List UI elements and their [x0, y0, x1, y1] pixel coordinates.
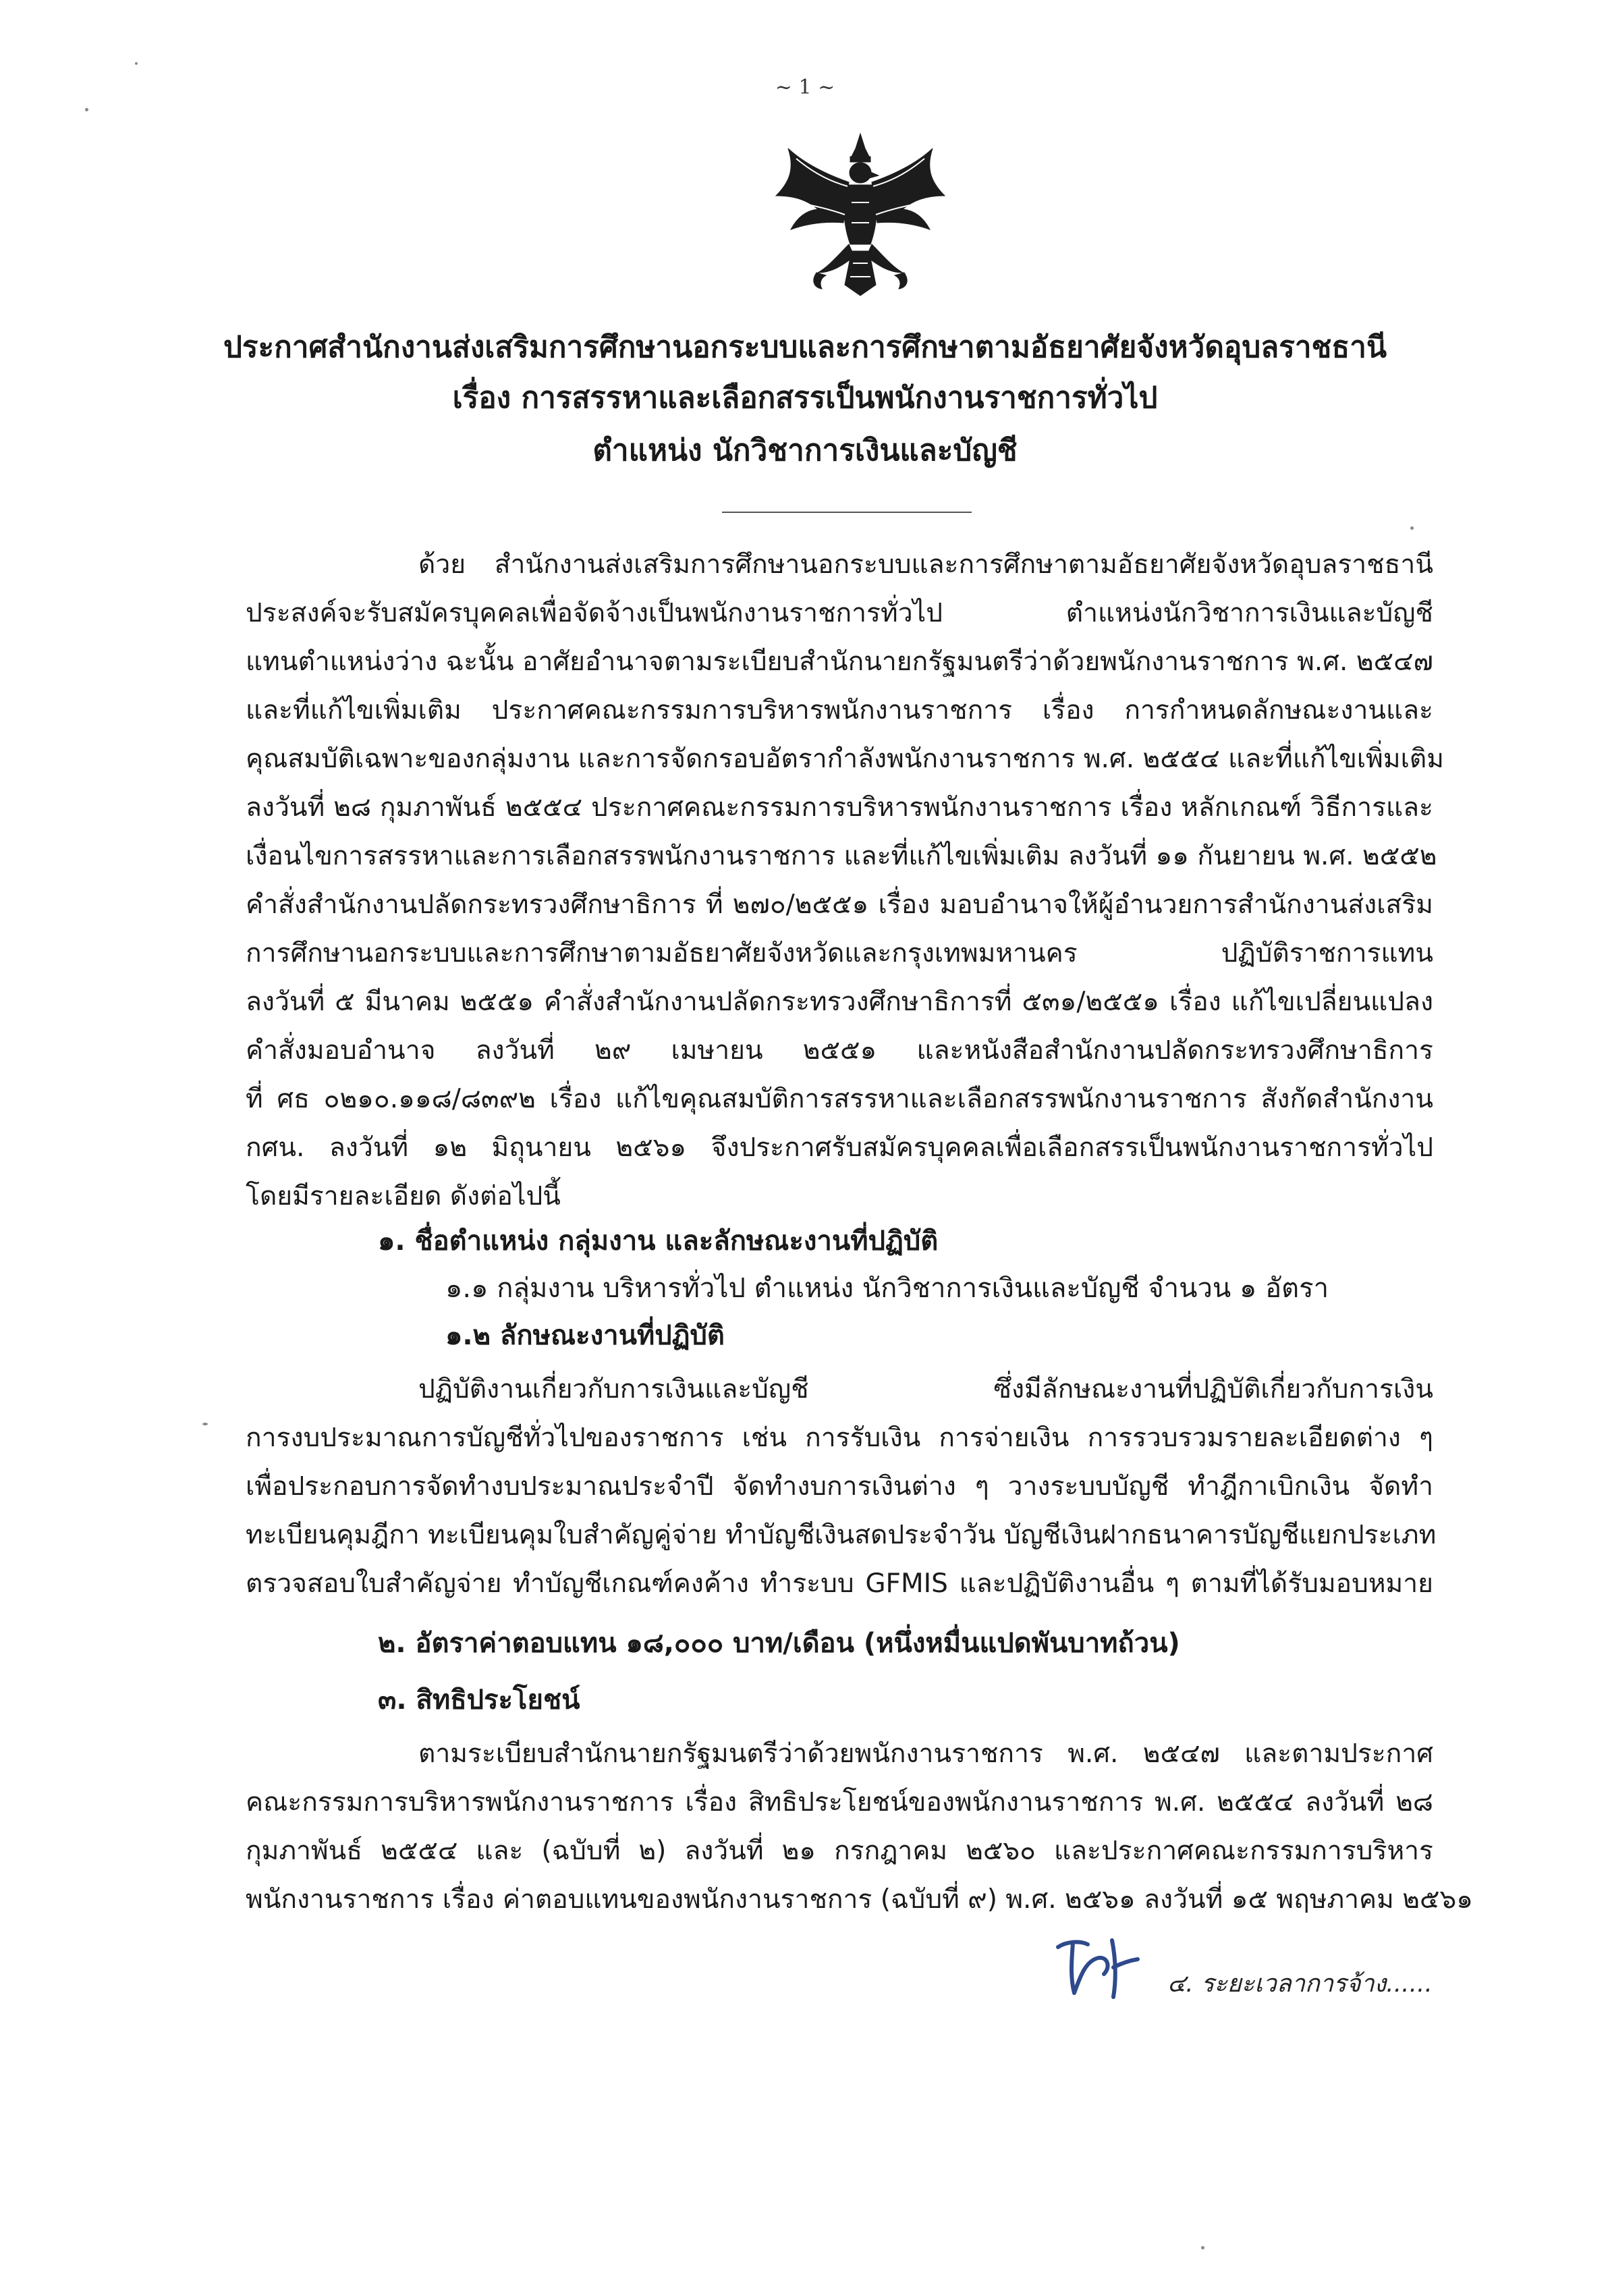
paragraph-line: คุณสมบัติเฉพาะของกลุ่มงาน และการจัดกรอบอัตรากำลังพนักงานราชการ พ.ศ. ๒๕๕๔ และที่แก้ไขเพิ่มเติม — [246, 744, 1444, 774]
announcement-subject: เรื่อง การสรรหาและเลือกสรรเป็นพนักงานราชการทั่วไป — [452, 381, 1158, 415]
continuation-note: ๔. ระยะเวลาการจ้าง...... — [1167, 1970, 1433, 1998]
paragraph-line: ตรวจสอบใบสำคัญจ่าย ทำบัญชีเกณฑ์คงค้าง ทำระบบ GFMIS และปฏิบัติงานอื่น ๆ ตามที่ได้รับมอบหมาย — [246, 1568, 1433, 1599]
paragraph-line: การศึกษานอกระบบและการศึกษาตามอัธยาศัยจังหวัดและกรุงเทพมหานคร ปฏิบัติราชการแทน — [246, 938, 1433, 968]
paragraph-line: โดยมีรายละเอียด ดังต่อไปนี้ — [246, 1181, 561, 1211]
announcement-position: ตำแหน่ง นักวิชาการเงินและบัญชี — [592, 433, 1018, 468]
section-3-heading: ๓. สิทธิประโยชน์ — [378, 1685, 580, 1716]
paragraph-line: คำสั่งสำนักงานปลัดกระทรวงศึกษาธิการ ที่ ๒๗๐/๒๕๕๑ เรื่อง มอบอำนาจให้ผู้อำนวยการสำนักงานส่งเสริม — [246, 890, 1433, 920]
paragraph-line: ตามระเบียบสำนักนายกรัฐมนตรีว่าด้วยพนักงานราชการ พ.ศ. ๒๕๔๗ และตามประกาศ — [418, 1739, 1433, 1769]
paragraph-line: ทะเบียนคุมฎีกา ทะเบียนคุมใบสำคัญคู่จ่าย ทำบัญชีเงินสดประจำวัน บัญชีเงินฝากธนาคารบัญชีแยกประเภท — [246, 1520, 1437, 1550]
paragraph-line: ที่ ศธ ๐๒๑๐.๑๑๘/๘๓๙๒ เรื่อง แก้ไขคุณสมบัติการสรรหาและเลือกสรรพนักงานราชการ สังกัดสำนักงาน — [246, 1084, 1433, 1114]
section-1-item-2: ๑.๒ ลักษณะงานที่ปฏิบัติ — [445, 1320, 725, 1351]
paragraph-line: แทนตำแหน่งว่าง ฉะนั้น อาศัยอำนาจตามระเบียบสำนักนายกรัฐมนตรีว่าด้วยพนักงานราชการ พ.ศ. ๒๕๔๗ — [246, 647, 1433, 677]
section-1-item-1: ๑.๑ กลุ่มงาน บริหารทั่วไป ตำแหน่ง นักวิชาการเงินและบัญชี จำนวน ๑ อัตรา — [445, 1273, 1329, 1304]
paragraph-line: คณะกรรมการบริหารพนักงานราชการ เรื่อง สิทธิประโยชน์ของพนักงานราชการ พ.ศ. ๒๕๕๔ ลงวันที่ ๒๘ — [246, 1787, 1433, 1817]
handwritten-initials — [1046, 1927, 1147, 2001]
header-divider — [722, 512, 972, 513]
paragraph-line: ด้วย สำนักงานส่งเสริมการศึกษานอกระบบและการศึกษาตามอัธยาศัยจังหวัดอุบลราชธานี — [418, 549, 1433, 580]
scan-speck — [85, 108, 88, 111]
paragraph-line: พนักงานราชการ เรื่อง ค่าตอบแทนของพนักงานราชการ (ฉบับที่ ๙) พ.ศ. ๒๕๖๑ ลงวันที่ ๑๕ พฤษภาคม ๒๕๖๑ — [246, 1884, 1473, 1915]
scan-speck — [1410, 526, 1414, 530]
paragraph-line: ประสงค์จะรับสมัครบุคคลเพื่อจัดจ้างเป็นพนักงานราชการทั่วไป ตำแหน่งนักวิชาการเงินและบัญชี — [246, 598, 1433, 628]
paragraph-line: กุมภาพันธ์ ๒๕๕๔ และ (ฉบับที่ ๒) ลงวันที่ ๒๑ กรกฎาคม ๒๕๖๐ และประกาศคณะกรรมการบริหาร — [246, 1836, 1433, 1866]
paragraph-line: ปฏิบัติงานเกี่ยวกับการเงินและบัญชี ซึ่งมีลักษณะงานที่ปฏิบัติเกี่ยวกับการเงิน — [418, 1374, 1433, 1404]
section-2-heading: ๒. อัตราค่าตอบแทน ๑๘,๐๐๐ บาท/เดือน (หนึ่งหมื่นแปดพันบาทถ้วน) — [378, 1628, 1180, 1659]
paragraph-line: และที่แก้ไขเพิ่มเติม ประกาศคณะกรรมการบริหารพนักงานราชการ เรื่อง การกำหนดลักษณะงานและ — [246, 695, 1433, 726]
paragraph-line: ลงวันที่ ๕ มีนาคม ๒๕๕๑ คำสั่งสำนักงานปลัดกระทรวงศึกษาธิการที่ ๕๓๑/๒๕๕๑ เรื่อง แก้ไขเปลี่ยนแปลง — [246, 987, 1433, 1017]
scan-speck — [135, 62, 138, 65]
paragraph-line: เงื่อนไขการสรรหาและการเลือกสรรพนักงานราชการ และที่แก้ไขเพิ่มเติม ลงวันที่ ๑๑ กันยายน พ.ศ. ๒๕๕๒ — [246, 841, 1437, 871]
garuda-emblem-icon — [769, 128, 951, 304]
paragraph-line: ลงวันที่ ๒๘ กุมภาพันธ์ ๒๕๕๔ ประกาศคณะกรรมการบริหารพนักงานราชการ เรื่อง หลักเกณฑ์ วิธีการและ — [246, 792, 1433, 823]
scan-speck — [1201, 2246, 1204, 2249]
paragraph-line: เพื่อประกอบการจัดทำงบประมาณประจำปี จัดทำงบการเงินต่าง ๆ วางระบบบัญชี ทำฎีกาเบิกเงิน จัดทำ — [246, 1471, 1433, 1502]
page-number: ~ 1 ~ — [775, 76, 835, 99]
paragraph-line: กศน. ลงวันที่ ๑๒ มิถุนายน ๒๕๖๑ จึงประกาศรับสมัครบุคคลเพื่อเลือกสรรเป็นพนักงานราชการทั่วไป — [246, 1132, 1433, 1163]
scan-speck — [202, 1423, 208, 1425]
section-1-heading: ๑. ชื่อตำแหน่ง กลุ่มงาน และลักษณะงานที่ปฏิบัติ — [378, 1226, 939, 1257]
announcement-title: ประกาศสำนักงานส่งเสริมการศึกษานอกระบบและการศึกษาตามอัธยาศัยจังหวัดอุบลราชธานี — [223, 330, 1387, 364]
paragraph-line: การงบประมาณการบัญชีทั่วไปของราชการ เช่น การรับเงิน การจ่ายเงิน การรวบรวมรายละเอียดต่าง ๆ — [246, 1423, 1433, 1453]
paragraph-line: คำสั่งมอบอำนาจ ลงวันที่ ๒๙ เมษายน ๒๕๕๑ และหนังสือสำนักงานปลัดกระทรวงศึกษาธิการ — [246, 1035, 1433, 1066]
